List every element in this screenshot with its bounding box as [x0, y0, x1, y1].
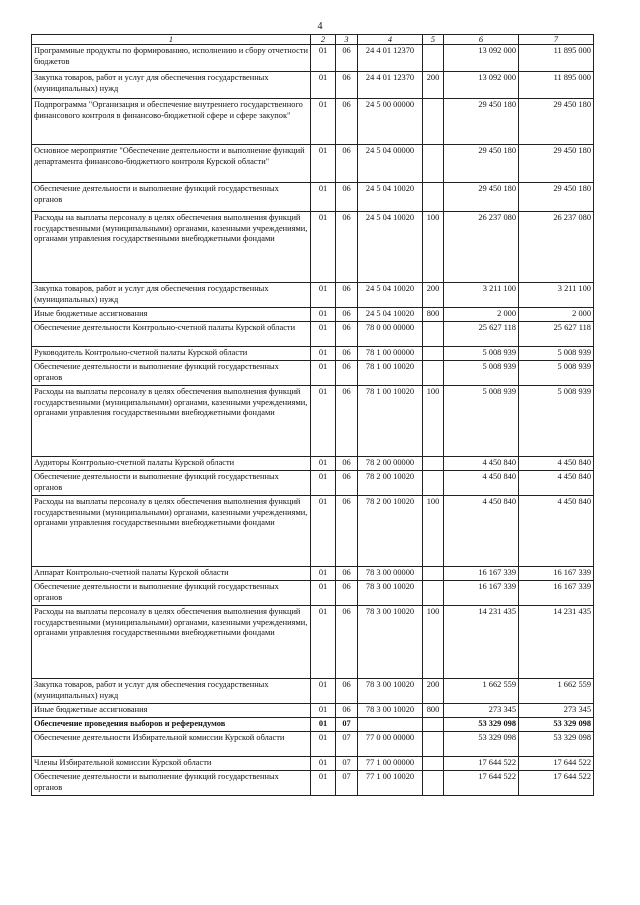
subsection-code-cell: 06: [336, 361, 358, 386]
section-code-cell: 01: [311, 567, 336, 581]
amount-year1-cell: 53 329 098: [444, 718, 519, 732]
amount-year1-cell: 3 211 100: [444, 283, 519, 308]
row-name-cell: Расходы на выплаты персоналу в целях обеспечения выполнения функций государственными (муниципальными) органами, казенными учреждениями, органами управления государственными внебюджетными фондами: [32, 386, 311, 457]
amount-year1-cell: 29 450 180: [444, 145, 519, 183]
target-article-cell: 78 3 00 00000: [358, 567, 423, 581]
expense-type-cell: 200: [423, 72, 444, 99]
amount-year1-cell: 4 450 840: [444, 457, 519, 471]
target-article-cell: 78 2 00 10020: [358, 496, 423, 567]
target-article-cell: [358, 718, 423, 732]
table-row: [32, 72, 594, 99]
amount-year2-cell: 53 329 098: [519, 732, 594, 757]
table-row: [32, 212, 594, 283]
table-row: [32, 386, 594, 457]
subsection-code-cell: 06: [336, 581, 358, 606]
expense-type-cell: [423, 347, 444, 361]
expense-type-cell: [423, 718, 444, 732]
subsection-code-cell: 06: [336, 72, 358, 99]
amount-year2-cell: 17 644 522: [519, 771, 594, 796]
amount-year1-cell: 16 167 339: [444, 581, 519, 606]
amount-year1-cell: 26 237 080: [444, 212, 519, 283]
subsection-code-cell: 07: [336, 757, 358, 771]
row-name-cell: Члены Избирательной комиссии Курской области: [32, 757, 311, 771]
section-code-cell: 01: [311, 212, 336, 283]
row-name-cell: Обеспечение деятельности и выполнение функций государственных органов: [32, 771, 311, 796]
table-row: [32, 704, 594, 718]
section-code-cell: 01: [311, 283, 336, 308]
amount-year1-cell: 29 450 180: [444, 183, 519, 212]
section-code-cell: 01: [311, 361, 336, 386]
row-name-cell: Руководитель Контрольно-счетной палаты Курской области: [32, 347, 311, 361]
target-article-cell: 24 5 00 00000: [358, 99, 423, 145]
subsection-code-cell: 06: [336, 99, 358, 145]
target-article-cell: 24 4 01 12370: [358, 72, 423, 99]
column-number: 5: [423, 35, 444, 45]
row-name-cell: Подпрограмма "Организация и обеспечение внутреннего государственного финансового контроля в финансово-бюджетной сфере и сфере закупок": [32, 99, 311, 145]
section-code-cell: 01: [311, 606, 336, 679]
expense-type-cell: 800: [423, 704, 444, 718]
table-row: [32, 471, 594, 496]
amount-year1-cell: 13 092 000: [444, 45, 519, 72]
amount-year2-cell: 5 008 939: [519, 347, 594, 361]
amount-year1-cell: 14 231 435: [444, 606, 519, 679]
subsection-code-cell: 06: [336, 183, 358, 212]
amount-year2-cell: 4 450 840: [519, 457, 594, 471]
target-article-cell: 78 1 00 10020: [358, 386, 423, 457]
amount-year1-cell: 29 450 180: [444, 99, 519, 145]
table-row: [32, 457, 594, 471]
section-code-cell: 01: [311, 45, 336, 72]
amount-year2-cell: 3 211 100: [519, 283, 594, 308]
amount-year2-cell: 53 329 098: [519, 718, 594, 732]
row-name-cell: Обеспечение деятельности и выполнение функций государственных органов: [32, 183, 311, 212]
expense-type-cell: 100: [423, 386, 444, 457]
subsection-code-cell: 06: [336, 679, 358, 704]
subsection-code-cell: 06: [336, 457, 358, 471]
amount-year2-cell: 29 450 180: [519, 99, 594, 145]
section-code-cell: 01: [311, 771, 336, 796]
table-row: [32, 732, 594, 757]
expense-type-cell: 100: [423, 496, 444, 567]
target-article-cell: 24 4 01 12370: [358, 45, 423, 72]
expense-type-cell: [423, 581, 444, 606]
expense-type-cell: 800: [423, 308, 444, 322]
amount-year2-cell: 16 167 339: [519, 567, 594, 581]
expense-type-cell: [423, 322, 444, 347]
section-code-cell: 01: [311, 471, 336, 496]
row-name-cell: Программные продукты по формированию, исполнению и сбору отчетности бюджетов: [32, 45, 311, 72]
row-name-cell: Закупка товаров, работ и услуг для обеспечения государственных (муниципальных) нужд: [32, 679, 311, 704]
subsection-code-cell: 07: [336, 771, 358, 796]
expense-type-cell: 100: [423, 212, 444, 283]
amount-year1-cell: 273 345: [444, 704, 519, 718]
row-name-cell: Закупка товаров, работ и услуг для обеспечения государственных (муниципальных) нужд: [32, 72, 311, 99]
expense-type-cell: [423, 361, 444, 386]
row-name-cell: Обеспечение проведения выборов и референдумов: [32, 718, 311, 732]
column-number-row: [32, 35, 594, 45]
amount-year2-cell: 5 008 939: [519, 386, 594, 457]
subsection-code-cell: 06: [336, 212, 358, 283]
section-code-cell: 01: [311, 386, 336, 457]
subsection-code-cell: 06: [336, 347, 358, 361]
table-row: [32, 679, 594, 704]
target-article-cell: 78 0 00 00000: [358, 322, 423, 347]
expense-type-cell: [423, 757, 444, 771]
table-row: [32, 99, 594, 145]
column-number: 3: [336, 35, 358, 45]
target-article-cell: 78 1 00 00000: [358, 347, 423, 361]
column-number: 4: [358, 35, 423, 45]
target-article-cell: 78 3 00 10020: [358, 704, 423, 718]
section-code-cell: 01: [311, 496, 336, 567]
expense-type-cell: 100: [423, 606, 444, 679]
amount-year2-cell: 29 450 180: [519, 145, 594, 183]
amount-year1-cell: 5 008 939: [444, 347, 519, 361]
expense-type-cell: [423, 567, 444, 581]
table-row: [32, 308, 594, 322]
table-row: [32, 718, 594, 732]
table-row: [32, 145, 594, 183]
column-number: 6: [444, 35, 519, 45]
expense-type-cell: 200: [423, 679, 444, 704]
section-code-cell: 01: [311, 308, 336, 322]
subsection-code-cell: 06: [336, 704, 358, 718]
amount-year1-cell: 16 167 339: [444, 567, 519, 581]
row-name-cell: Обеспечение деятельности Избирательной комиссии Курской области: [32, 732, 311, 757]
amount-year1-cell: 17 644 522: [444, 757, 519, 771]
target-article-cell: 78 2 00 10020: [358, 471, 423, 496]
table-row: [32, 567, 594, 581]
subsection-code-cell: 06: [336, 322, 358, 347]
table-row: [32, 322, 594, 347]
column-number: 7: [519, 35, 594, 45]
amount-year2-cell: 16 167 339: [519, 581, 594, 606]
subsection-code-cell: 06: [336, 308, 358, 322]
table-row: [32, 771, 594, 796]
section-code-cell: 01: [311, 581, 336, 606]
row-name-cell: Иные бюджетные ассигнования: [32, 308, 311, 322]
table-row: [32, 45, 594, 72]
amount-year2-cell: 11 895 000: [519, 45, 594, 72]
expense-type-cell: [423, 45, 444, 72]
subsection-code-cell: 07: [336, 732, 358, 757]
row-name-cell: Обеспечение деятельности Контрольно-счетной палаты Курской области: [32, 322, 311, 347]
row-name-cell: Расходы на выплаты персоналу в целях обеспечения выполнения функций государственными (муниципальными) органами, казенными учреждениями, органами управления государственными внебюджетными фондами: [32, 496, 311, 567]
subsection-code-cell: 06: [336, 471, 358, 496]
amount-year1-cell: 17 644 522: [444, 771, 519, 796]
amount-year2-cell: 2 000: [519, 308, 594, 322]
amount-year1-cell: 5 008 939: [444, 386, 519, 457]
row-name-cell: Закупка товаров, работ и услуг для обеспечения государственных (муниципальных) нужд: [32, 283, 311, 308]
section-code-cell: 01: [311, 99, 336, 145]
subsection-code-cell: 06: [336, 606, 358, 679]
amount-year1-cell: 5 008 939: [444, 361, 519, 386]
row-name-cell: Аудиторы Контрольно-счетной палаты Курской области: [32, 457, 311, 471]
subsection-code-cell: 06: [336, 567, 358, 581]
amount-year2-cell: 26 237 080: [519, 212, 594, 283]
target-article-cell: 24 5 04 00000: [358, 145, 423, 183]
amount-year1-cell: 4 450 840: [444, 496, 519, 567]
expense-type-cell: [423, 183, 444, 212]
table-row: [32, 183, 594, 212]
target-article-cell: 78 2 00 00000: [358, 457, 423, 471]
section-code-cell: 01: [311, 679, 336, 704]
expense-type-cell: [423, 99, 444, 145]
table-row: [32, 581, 594, 606]
target-article-cell: 77 1 00 00000: [358, 757, 423, 771]
target-article-cell: 77 0 00 00000: [358, 732, 423, 757]
row-name-cell: Аппарат Контрольно-счетной палаты Курской области: [32, 567, 311, 581]
amount-year2-cell: 29 450 180: [519, 183, 594, 212]
section-code-cell: 01: [311, 732, 336, 757]
subsection-code-cell: 06: [336, 283, 358, 308]
column-number: 1: [32, 35, 311, 45]
target-article-cell: 24 5 04 10020: [358, 212, 423, 283]
subsection-code-cell: 06: [336, 45, 358, 72]
table-row: [32, 283, 594, 308]
amount-year2-cell: 1 662 559: [519, 679, 594, 704]
row-name-cell: Обеспечение деятельности и выполнение функций государственных органов: [32, 361, 311, 386]
row-name-cell: Основное мероприятие "Обеспечение деятельности и выполнение функций департамента финансово-бюджетного контроля Курской области": [32, 145, 311, 183]
subsection-code-cell: 07: [336, 718, 358, 732]
table-row: [32, 606, 594, 679]
expense-type-cell: [423, 457, 444, 471]
section-code-cell: 01: [311, 457, 336, 471]
amount-year2-cell: 17 644 522: [519, 757, 594, 771]
section-code-cell: 01: [311, 322, 336, 347]
expense-type-cell: [423, 471, 444, 496]
table-row: [32, 757, 594, 771]
expense-type-cell: [423, 732, 444, 757]
amount-year1-cell: 13 092 000: [444, 72, 519, 99]
target-article-cell: 78 1 00 10020: [358, 361, 423, 386]
amount-year2-cell: 11 895 000: [519, 72, 594, 99]
subsection-code-cell: 06: [336, 496, 358, 567]
row-name-cell: Расходы на выплаты персоналу в целях обеспечения выполнения функций государственными (муниципальными) органами, казенными учреждениями, органами управления государственными внебюджетными фондами: [32, 212, 311, 283]
amount-year2-cell: 4 450 840: [519, 471, 594, 496]
target-article-cell: 78 3 00 10020: [358, 679, 423, 704]
expense-type-cell: [423, 771, 444, 796]
table-row: [32, 347, 594, 361]
target-article-cell: 24 5 04 10020: [358, 283, 423, 308]
section-code-cell: 01: [311, 704, 336, 718]
row-name-cell: Обеспечение деятельности и выполнение функций государственных органов: [32, 471, 311, 496]
page-number: 4: [317, 21, 323, 32]
amount-year2-cell: 25 627 118: [519, 322, 594, 347]
amount-year1-cell: 2 000: [444, 308, 519, 322]
row-name-cell: Расходы на выплаты персоналу в целях обеспечения выполнения функций государственными (муниципальными) органами, казенными учреждениями, органами управления государственными внебюджетными фондами: [32, 606, 311, 679]
section-code-cell: 01: [311, 183, 336, 212]
section-code-cell: 01: [311, 347, 336, 361]
amount-year1-cell: 53 329 098: [444, 732, 519, 757]
column-number: 2: [311, 35, 336, 45]
amount-year1-cell: 1 662 559: [444, 679, 519, 704]
target-article-cell: 24 5 04 10020: [358, 183, 423, 212]
target-article-cell: 77 1 00 10020: [358, 771, 423, 796]
amount-year1-cell: 25 627 118: [444, 322, 519, 347]
amount-year1-cell: 4 450 840: [444, 471, 519, 496]
table-row: [32, 361, 594, 386]
row-name-cell: Иные бюджетные ассигнования: [32, 704, 311, 718]
section-code-cell: 01: [311, 757, 336, 771]
section-code-cell: 01: [311, 718, 336, 732]
section-code-cell: 01: [311, 72, 336, 99]
target-article-cell: 78 3 00 10020: [358, 581, 423, 606]
row-name-cell: Обеспечение деятельности и выполнение функций государственных органов: [32, 581, 311, 606]
section-code-cell: 01: [311, 145, 336, 183]
amount-year2-cell: 273 345: [519, 704, 594, 718]
target-article-cell: 24 5 04 10020: [358, 308, 423, 322]
amount-year2-cell: 4 450 840: [519, 496, 594, 567]
expense-type-cell: 200: [423, 283, 444, 308]
subsection-code-cell: 06: [336, 145, 358, 183]
table-row: [32, 496, 594, 567]
amount-year2-cell: 5 008 939: [519, 361, 594, 386]
budget-table: [31, 34, 594, 796]
expense-type-cell: [423, 145, 444, 183]
amount-year2-cell: 14 231 435: [519, 606, 594, 679]
subsection-code-cell: 06: [336, 386, 358, 457]
target-article-cell: 78 3 00 10020: [358, 606, 423, 679]
